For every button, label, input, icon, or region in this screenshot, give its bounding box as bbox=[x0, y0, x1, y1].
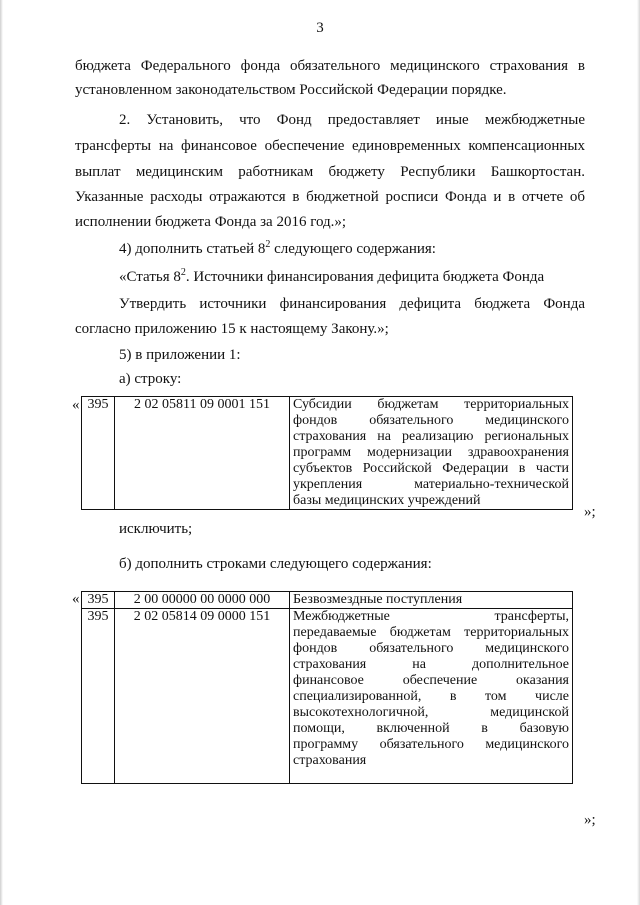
description-line: помощи, включенной в базовую bbox=[293, 721, 569, 736]
table-row bbox=[82, 397, 573, 510]
item-4: 4) дополнить статьей $8^2$ следующего содержания: bbox=[119, 239, 436, 257]
item-a: а) строку: bbox=[119, 371, 182, 387]
paragraph-line: исполнении бюджета Фонда за 2016 год.»; bbox=[75, 214, 347, 230]
description-line: Межбюджетные трансферты, bbox=[293, 609, 569, 624]
description-line: финансовое обеспечение оказания bbox=[293, 673, 569, 688]
description-line: Безвозмездные поступления bbox=[293, 592, 463, 607]
close-quote: »; bbox=[584, 504, 596, 520]
table-strike-row bbox=[81, 396, 573, 510]
table-add-rows bbox=[81, 591, 573, 784]
paragraph-line: Указанные расходы отражаются в бюджетной росписи Фонда и в отчете об bbox=[75, 189, 585, 205]
description-line: фондов обязательного медицинского bbox=[293, 413, 569, 428]
budget-code-cell: 2 02 05814 09 0000 151 bbox=[115, 609, 290, 784]
paragraph-line: 2. Установить, что Фонд предоставляет иные межбюджетные bbox=[119, 112, 585, 128]
description-line: страхования на дополнительное bbox=[293, 657, 569, 672]
admin-code-cell: 395 bbox=[82, 592, 115, 609]
description-cell bbox=[290, 397, 573, 510]
description-cell bbox=[290, 592, 573, 609]
description-cell bbox=[290, 609, 573, 784]
budget-code-cell: 2 02 05811 09 0001 151 bbox=[115, 397, 290, 510]
close-quote: »; bbox=[584, 812, 596, 828]
table-row bbox=[82, 592, 573, 609]
open-quote: « bbox=[72, 591, 80, 607]
description-line: программу обязательного медицинского bbox=[293, 737, 569, 752]
paragraph-line: Утвердить источники финансирования дефицита бюджета Фонда bbox=[119, 296, 585, 312]
description-line: специализированной, в том числе bbox=[293, 689, 569, 704]
description-line: базы медицинских учреждений bbox=[293, 493, 481, 508]
description-line: Субсидии бюджетам территориальных bbox=[293, 397, 569, 412]
paragraph-line: согласно приложению 15 к настоящему Закону.»; bbox=[75, 321, 389, 337]
exclude-text: исключить; bbox=[119, 521, 193, 537]
open-quote: « bbox=[72, 397, 80, 413]
item-5: 5) в приложении 1: bbox=[119, 347, 241, 363]
admin-code-cell: 395 bbox=[82, 609, 115, 784]
budget-code-cell: 2 00 00000 00 0000 000 bbox=[115, 592, 290, 609]
item-b: б) дополнить строками следующего содержания: bbox=[119, 556, 432, 572]
description-line: программ модернизации здравоохранения bbox=[293, 445, 569, 460]
paragraph-line: установленном законодательством Российской Федерации порядке. bbox=[75, 82, 507, 98]
description-line: субъектов Российской Федерации в части bbox=[293, 461, 569, 476]
scan-edge-left bbox=[0, 0, 3, 905]
paragraph-line: бюджета Федерального фонда обязательного медицинского страхования в bbox=[75, 58, 585, 74]
article-heading: «Статья $8^2$. Источники финансирования дефицита бюджета Фонда bbox=[119, 267, 545, 285]
paragraph-line: выплат медицинским работникам бюджету Республики Башкортостан. bbox=[75, 164, 585, 180]
table-row bbox=[82, 609, 573, 784]
description-line: страхования на реализацию региональных bbox=[293, 429, 569, 444]
admin-code-cell: 395 bbox=[82, 397, 115, 510]
description-line: высокотехнологичной, медицинской bbox=[293, 705, 569, 720]
description-line: укрепления материально-технической bbox=[293, 477, 569, 492]
description-line: страхования bbox=[293, 753, 367, 768]
paragraph-line: трансферты на финансовое обеспечение единовременных компенсационных bbox=[75, 138, 585, 154]
page-number: 3 bbox=[316, 20, 324, 36]
description-line: фондов обязательного медицинского bbox=[293, 641, 569, 656]
description-line: передаваемые бюджетам территориальных bbox=[293, 625, 569, 640]
